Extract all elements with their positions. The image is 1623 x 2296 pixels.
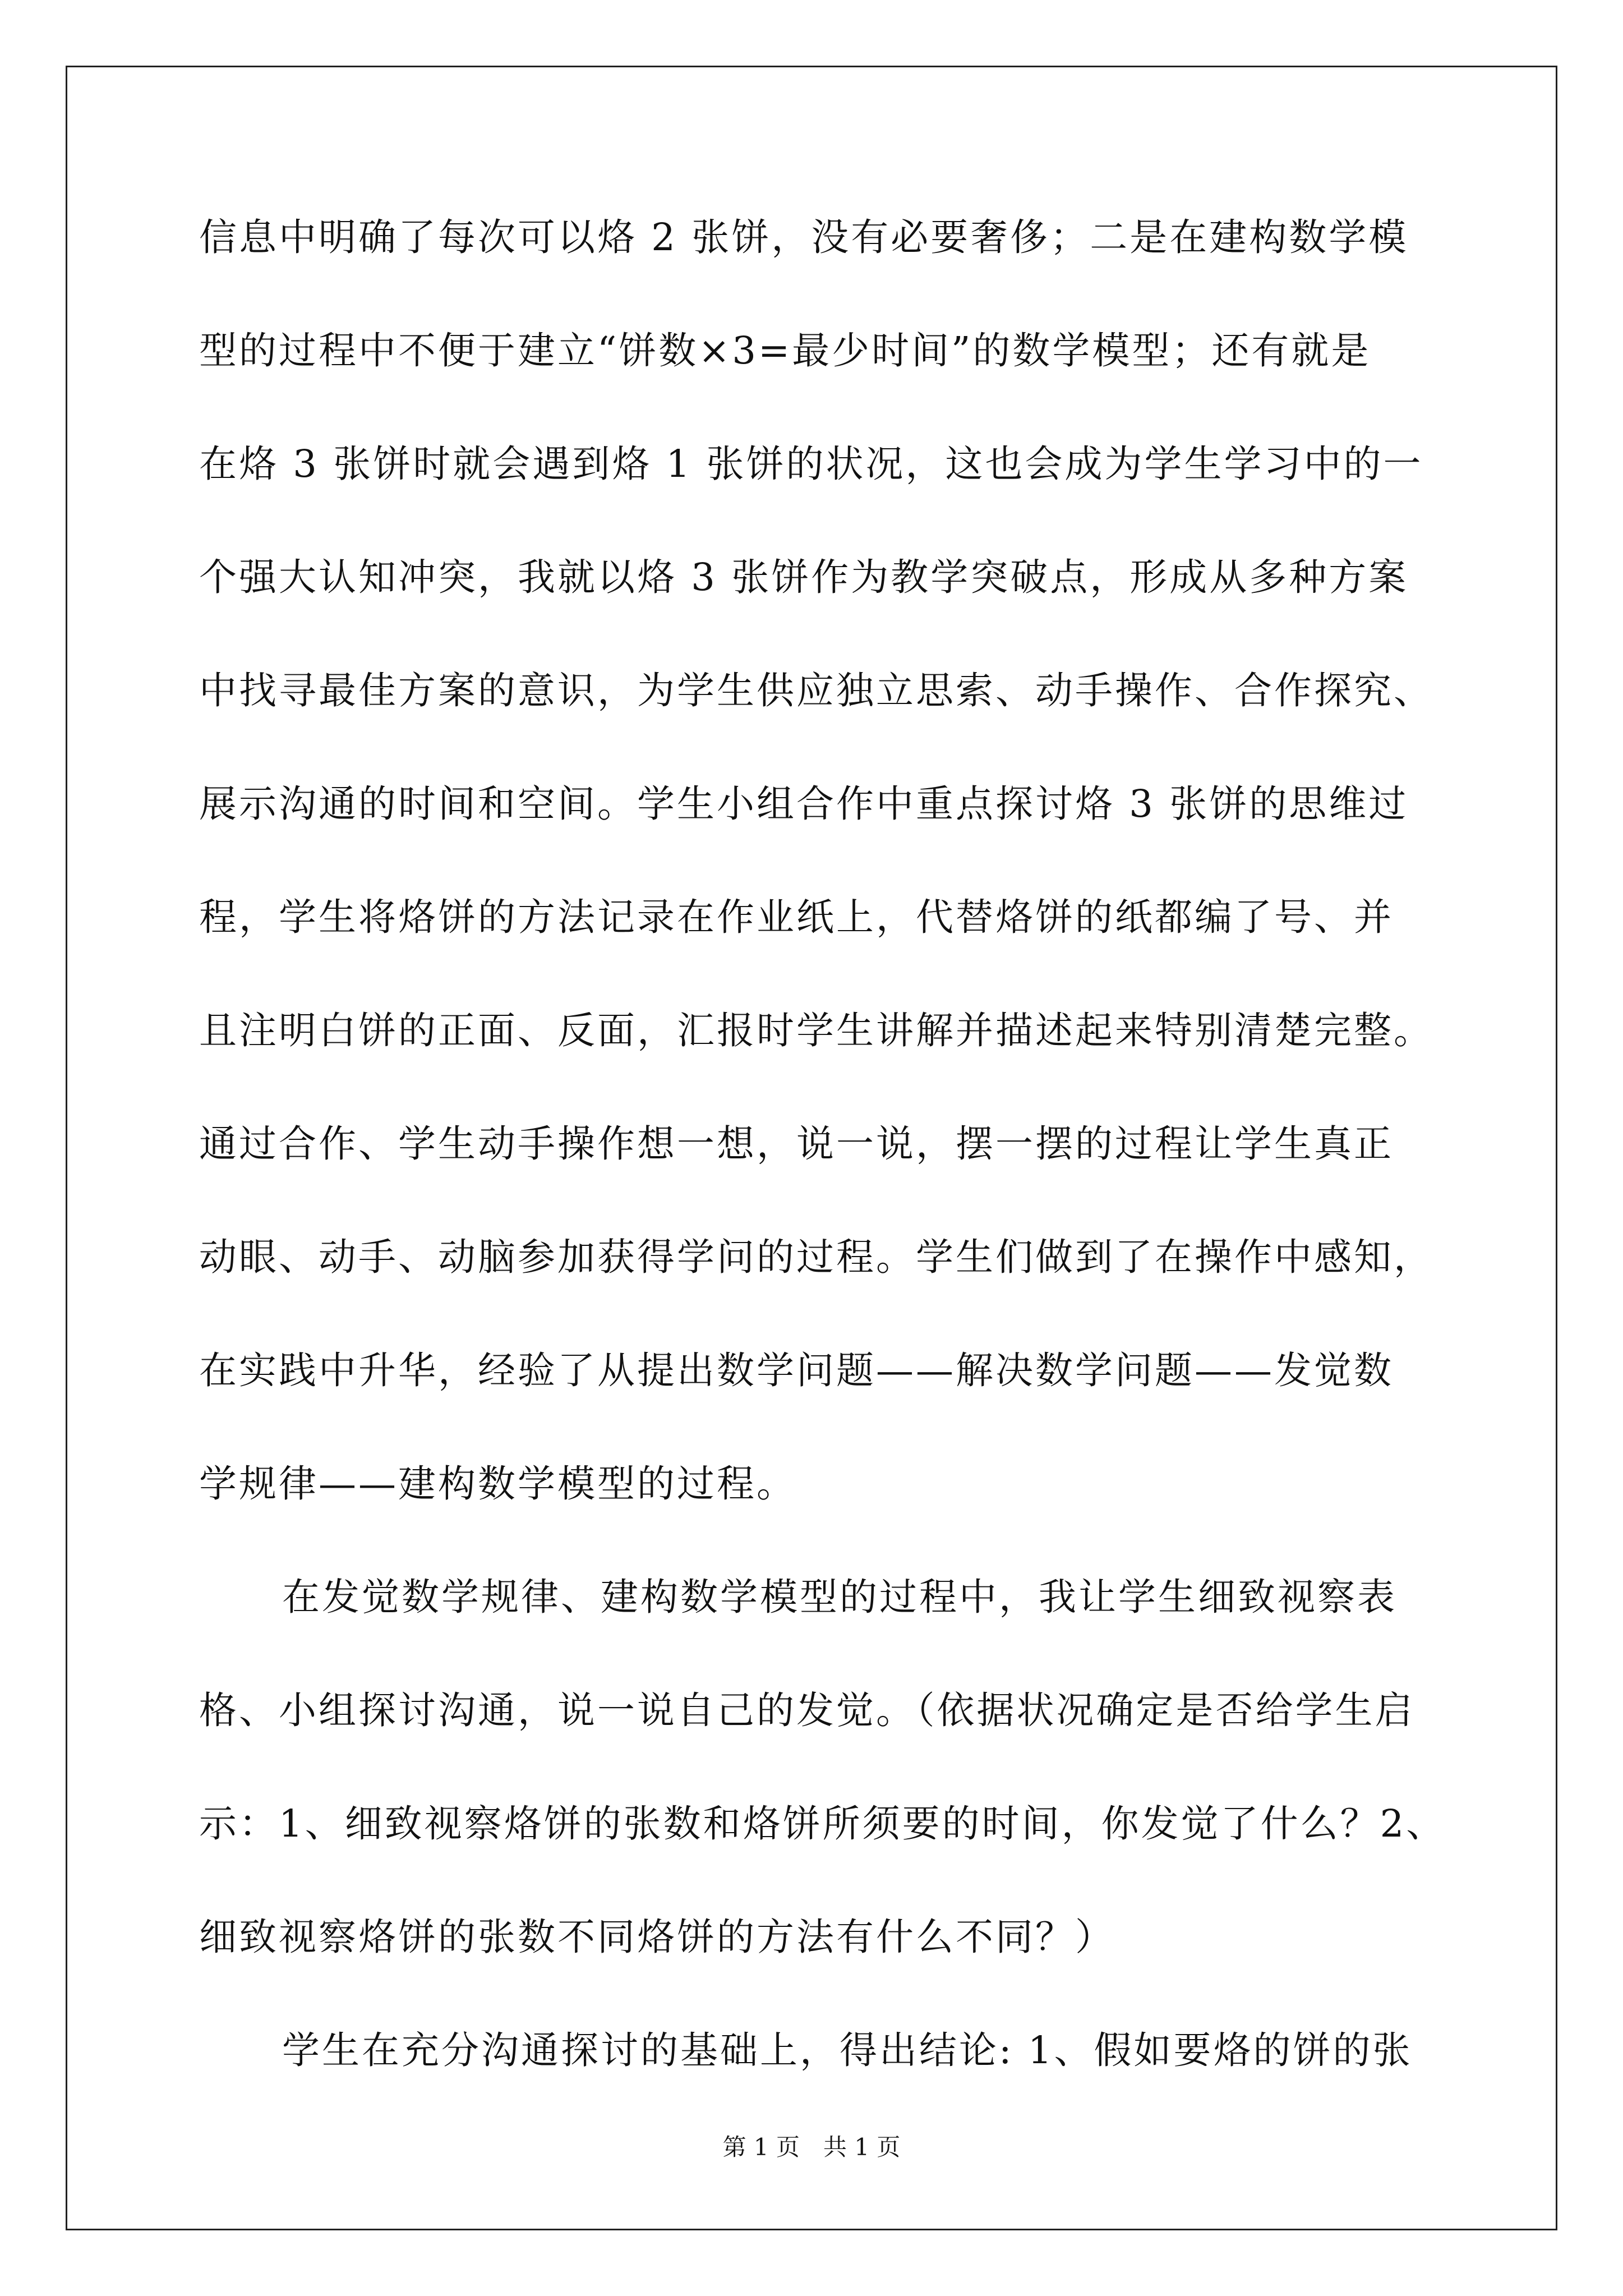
text-line: 学规律——建构数学模型的过程。: [199, 1462, 796, 1506]
page-number-footer: 第 1 页 共 1 页: [722, 2133, 901, 2161]
text-line: 动眼、动手、动脑参加获得学问的过程。学生们做到了在操作中感知，: [199, 1235, 1433, 1279]
text-line: 展示沟通的时间和空间。学生小组合作中重点探讨烙 3 张饼的思维过: [199, 782, 1409, 826]
text-line: 中找寻最佳方案的意识，为学生供应独立思索、动手操作、合作探究、: [199, 669, 1433, 712]
paragraph-start-line: 在发觉数学规律、建构数学模型的过程中，我让学生细致视察表: [282, 1575, 1397, 1619]
text-line: 在实践中升华，经验了从提出数学问题——解决数学问题——发觉数: [199, 1349, 1394, 1392]
paragraph-start-line: 学生在充分沟通探讨的基础上，得出结论: 1、假如要烙的饼的张: [282, 2028, 1413, 2072]
text-line: 通过合作、学生动手操作想一想，说一说，摆一摆的过程让学生真正: [199, 1122, 1394, 1166]
text-line: 示：1、细致视察烙饼的张数和烙饼所须要的时间，你发觉了什么？2、: [199, 1802, 1446, 1846]
text-line: 程，学生将烙饼的方法记录在作业纸上，代替烙饼的纸都编了号、并: [199, 895, 1394, 939]
text-line: 细致视察烙饼的张数不同烙饼的方法有什么不同？）: [199, 1915, 1115, 1959]
document-body: [199, 215, 1446, 2145]
text-line: 型的过程中不便于建立“饼数×3=最少时间”的数学模型；还有就是: [199, 329, 1371, 372]
text-line: 信息中明确了每次可以烙 2 张饼，没有必要奢侈；二是在建构数学模: [199, 215, 1409, 259]
text-line: 在烙 3 张饼时就会遇到烙 1 张饼的状况，这也会成为学生学习中的一: [199, 442, 1423, 486]
text-line: 格、小组探讨沟通，说一说自己的发觉。（依据状况确定是否给学生启: [199, 1688, 1415, 1732]
text-line: 个强大认知冲突，我就以烙 3 张饼作为教学突破点，形成从多种方案: [199, 555, 1409, 599]
text-line: 且注明白饼的正面、反面，汇报时学生讲解并描述起来特别清楚完整。: [199, 1009, 1433, 1052]
